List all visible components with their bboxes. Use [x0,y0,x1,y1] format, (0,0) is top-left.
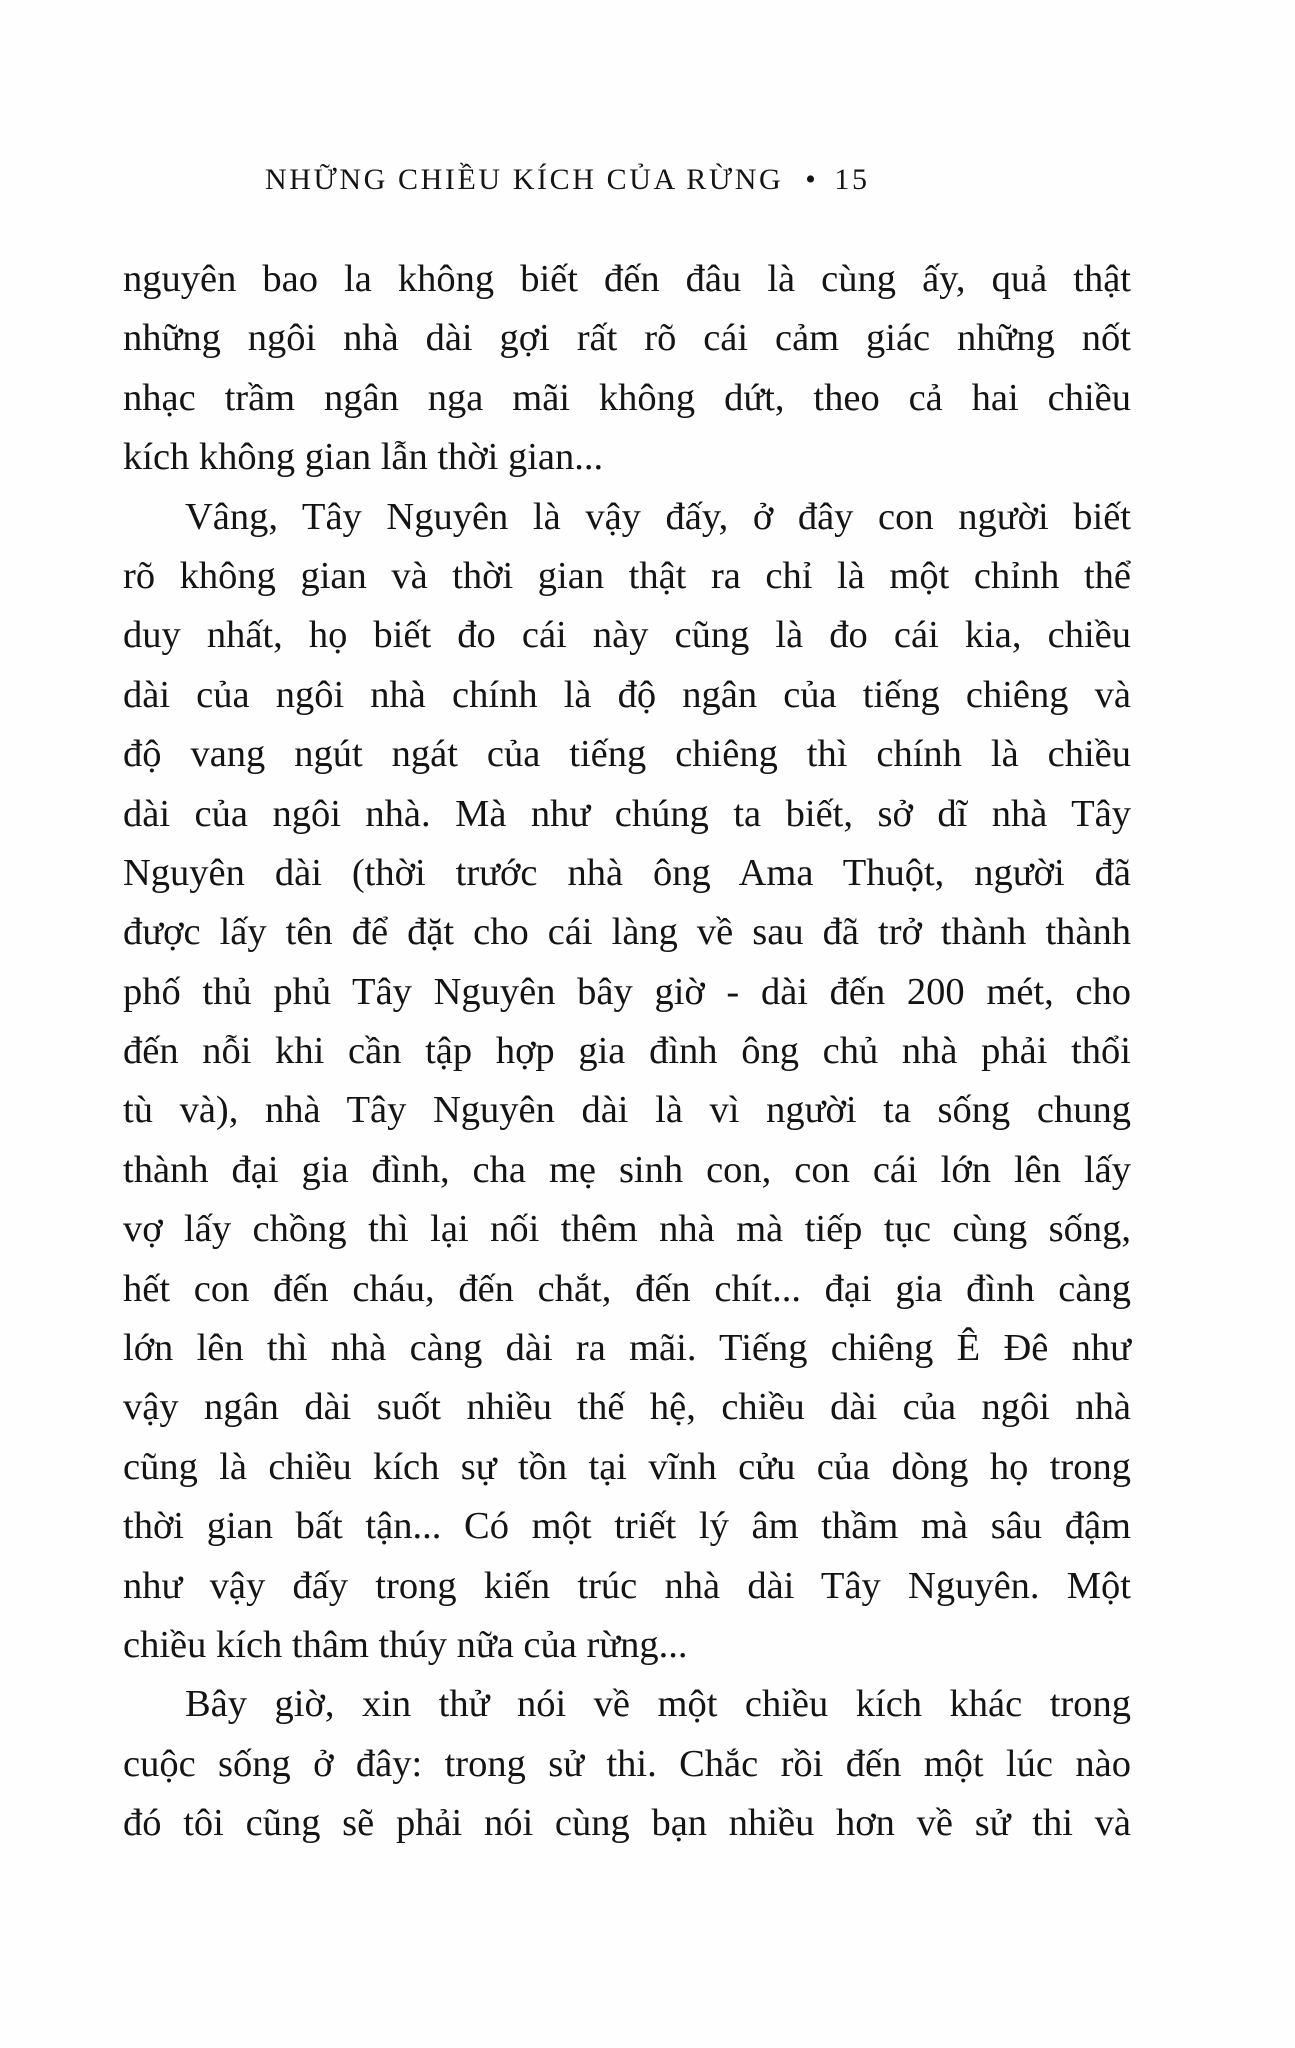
text-line: kích không gian lẫn thời gian... [123,436,604,479]
paragraph-2 [123,488,1131,1676]
text-line: vậy ngân dài suốt nhiều thế hệ, chiều dài của ngôi nhà [123,1386,1131,1429]
text-line: thành đại gia đình, cha mẹ sinh con, con cái lớn lên lấy [123,1148,1131,1191]
text-line: Vâng, Tây Nguyên là vậy đấy, ở đây con người biết [185,495,1131,538]
running-head [265,160,975,200]
text-line: vợ lấy chồng thì lại nối thêm nhà mà tiếp tục cùng sống, [123,1208,1131,1251]
text-line: được lấy tên để đặt cho cái làng về sau đã trở thành thành [123,911,1131,954]
text-line: như vậy đấy trong kiến trúc nhà dài Tây Nguyên. Một [123,1564,1131,1607]
text-line: dài của ngôi nhà. Mà như chúng ta biết, sở dĩ nhà Tây [123,792,1131,835]
text-line: những ngôi nhà dài gợi rất rõ cái cảm giác những nốt [123,317,1131,360]
text-line: Bây giờ, xin thử nói về một chiều kích khác trong [185,1683,1131,1726]
text-line: thời gian bất tận... Có một triết lý âm thầm mà sâu đậm [123,1505,1131,1548]
text-line: đến nỗi khi cần tập hợp gia đình ông chủ nhà phải thổi [123,1030,1131,1073]
text-line: nguyên bao la không biết đến đâu là cùng ấy, quả thật [123,258,1131,300]
text-line: Nguyên dài (thời trước nhà ông Ama Thuột, người đã [123,851,1131,894]
text-line: đó tôi cũng sẽ phải nói cùng bạn nhiều hơn về sử thi và [123,1802,1131,1845]
text-line: nhạc trầm ngân nga mãi không dứt, theo cả hai chiều [123,376,1131,419]
text-line: rõ không gian và thời gian thật ra chỉ là một chỉnh thể [123,554,1131,597]
text-line: dài của ngôi nhà chính là độ ngân của tiếng chiêng và [123,673,1131,716]
page-number: 15 [834,163,870,196]
paragraph-3 [123,1675,1131,1853]
text-line: hết con đến cháu, đến chắt, đến chít... đại gia đình càng [123,1267,1131,1310]
text-line: duy nhất, họ biết đo cái này cũng là đo cái kia, chiều [123,614,1131,657]
paragraph-1 [123,250,1131,488]
separator-dot: • [805,163,819,196]
body-text [123,250,1131,1854]
text-line: cuộc sống ở đây: trong sử thi. Chắc rồi đến một lúc nào [123,1742,1131,1785]
text-line: độ vang ngút ngát của tiếng chiêng thì chính là chiều [123,733,1131,776]
text-line: chiều kích thâm thúy nữa của rừng... [123,1623,688,1666]
text-line: cũng là chiều kích sự tồn tại vĩnh cửu của dòng họ trong [123,1445,1131,1488]
text-line: phố thủ phủ Tây Nguyên bây giờ - dài đến 200 mét, cho [123,970,1131,1013]
chapter-title: NHỮNG CHIỀU KÍCH CỦA RỪNG [265,163,784,196]
text-line: lớn lên thì nhà càng dài ra mãi. Tiếng chiêng Ê Đê như [123,1327,1131,1370]
text-line: tù và), nhà Tây Nguyên dài là vì người ta sống chung [123,1089,1131,1132]
